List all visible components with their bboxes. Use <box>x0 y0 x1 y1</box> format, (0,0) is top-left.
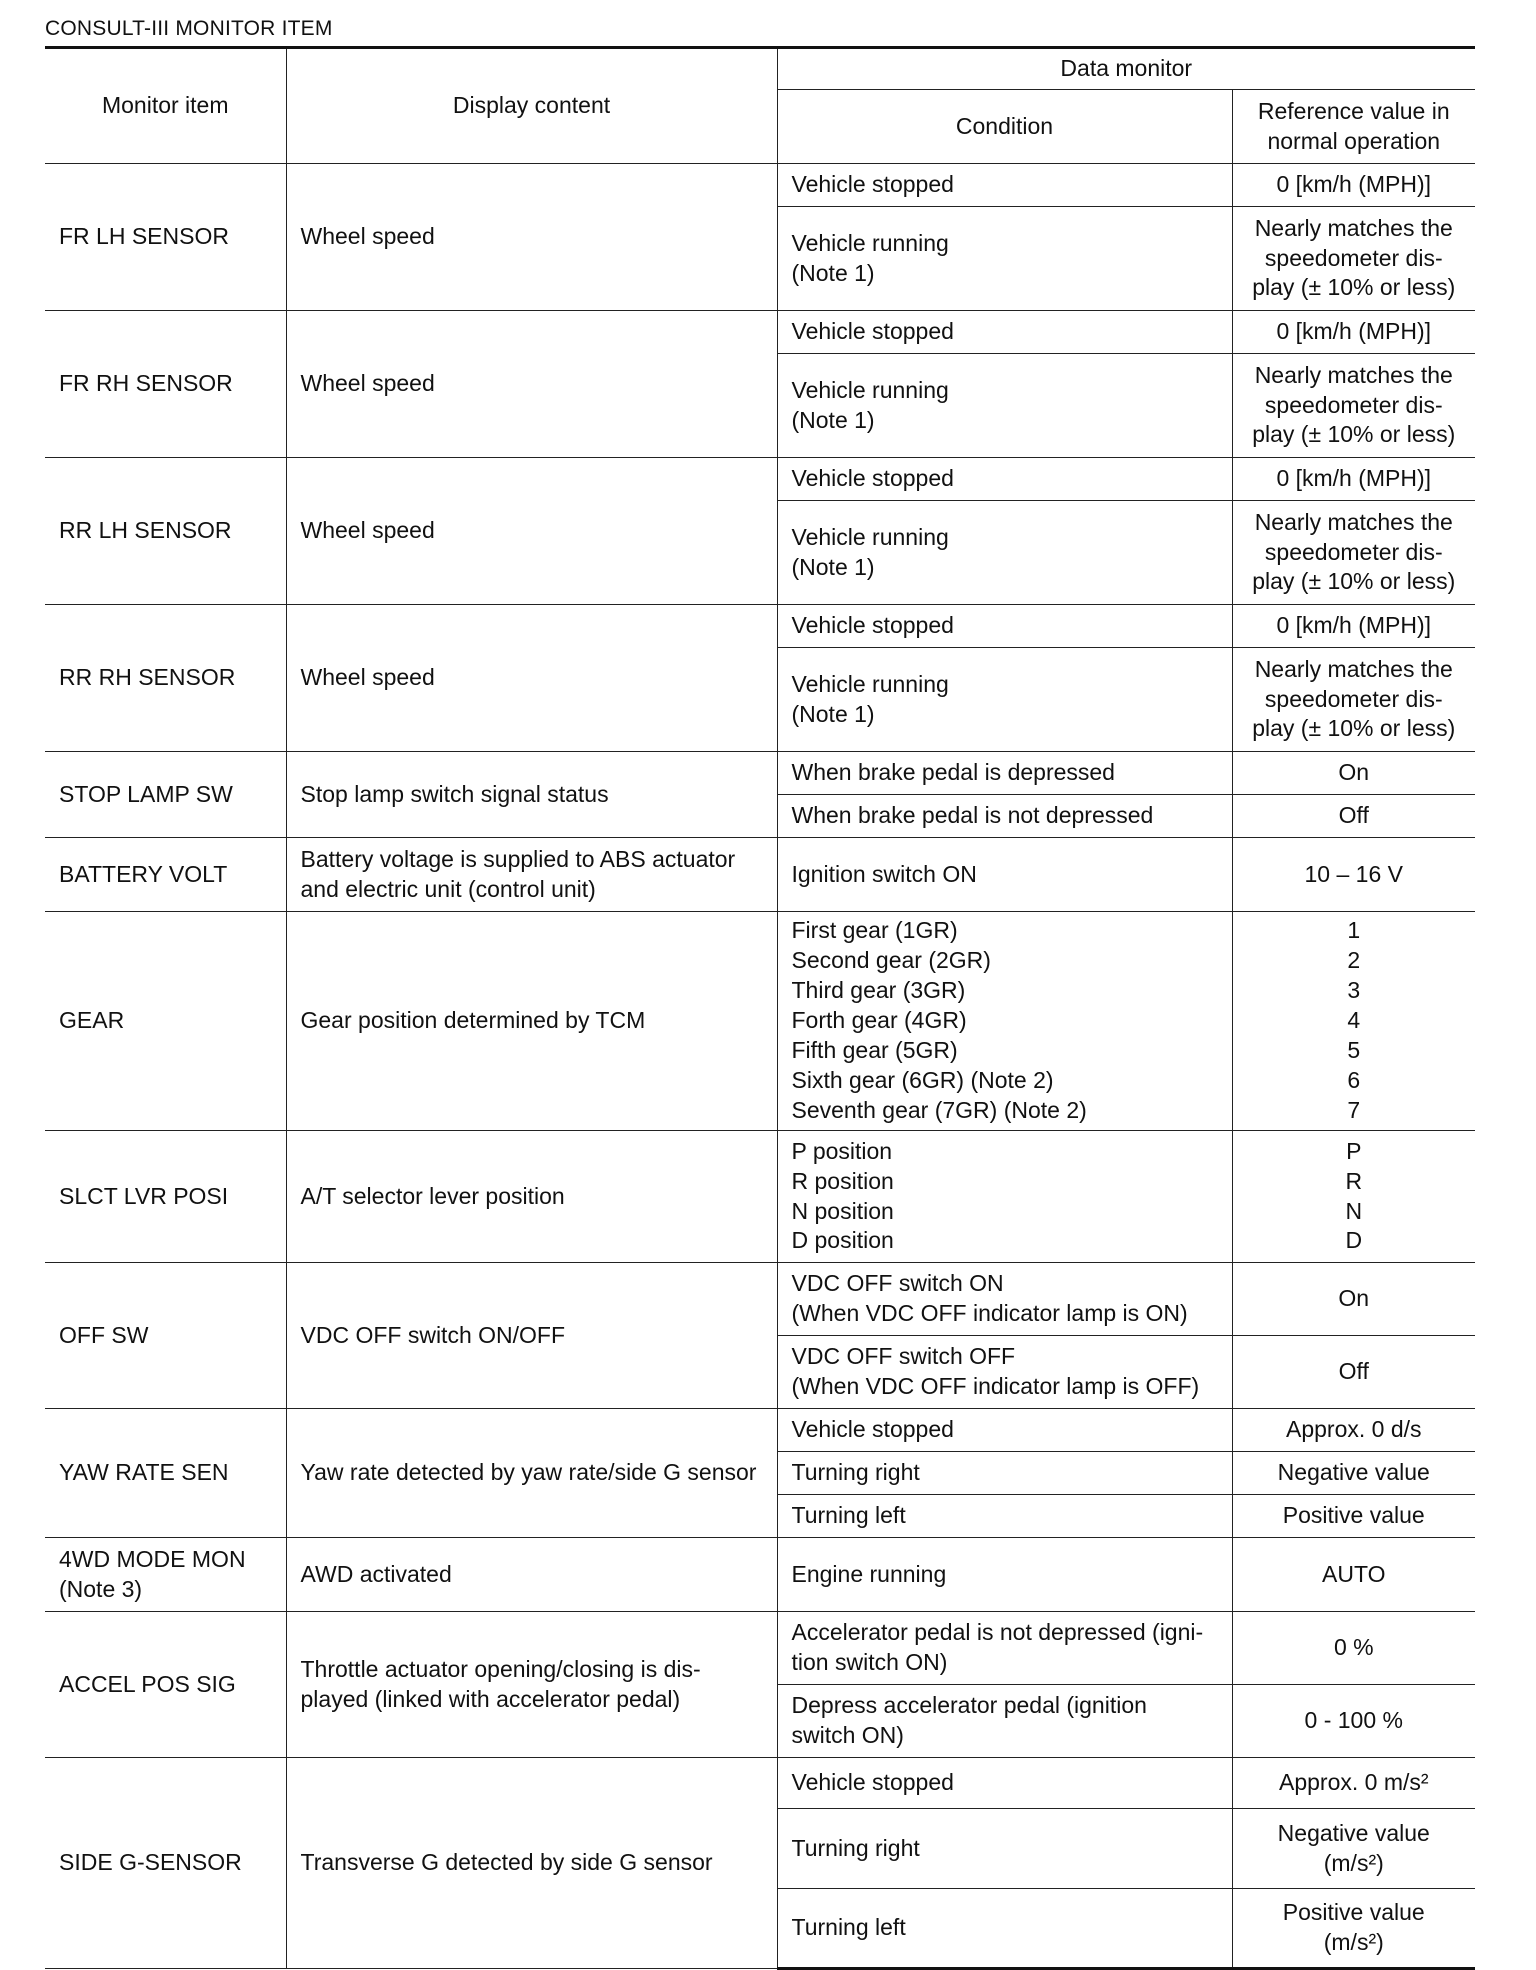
condition-cell: First gear (1GR) Second gear (2GR) Third gear (3GR) Forth gear (4GR) Fifth gear (5GR) Sixth gear (6GR) (Note 2) Seventh gear (7GR) (Note 2) <box>777 912 1232 1131</box>
header-monitor-item: Monitor item <box>45 48 286 164</box>
table-row <box>45 1538 1475 1612</box>
reference-value-cell: Negative value (m/s²) <box>1232 1809 1475 1889</box>
reference-value-cell: Positive value (m/s²) <box>1232 1889 1475 1969</box>
reference-value-cell: 0 % <box>1232 1612 1475 1685</box>
monitor-item-cell: OFF SW <box>45 1263 286 1409</box>
monitor-item-cell: FR RH SENSOR <box>45 311 286 458</box>
reference-value-cell: 0 [km/h (MPH)] <box>1232 605 1475 648</box>
display-content-cell: Stop lamp switch signal status <box>286 752 777 838</box>
reference-value-cell: 0 - 100 % <box>1232 1685 1475 1758</box>
condition-cell: VDC OFF switch OFF (When VDC OFF indicator lamp is OFF) <box>777 1336 1232 1409</box>
condition-cell: Vehicle running (Note 1) <box>777 207 1232 311</box>
reference-value-cell: 10 – 16 V <box>1232 838 1475 912</box>
table-header <box>45 48 1475 164</box>
condition-cell: Depress accelerator pedal (ignition switch ON) <box>777 1685 1232 1758</box>
table-row <box>45 1263 1475 1336</box>
reference-value-cell: Nearly matches the speedometer dis- play (± 10% or less) <box>1232 501 1475 605</box>
monitor-item-cell: FR LH SENSOR <box>45 164 286 311</box>
reference-value-cell: Off <box>1232 1336 1475 1409</box>
table-row <box>45 605 1475 648</box>
table-row <box>45 1131 1475 1263</box>
display-content-cell: Wheel speed <box>286 311 777 458</box>
monitor-item-cell: RR RH SENSOR <box>45 605 286 752</box>
condition-cell: Vehicle stopped <box>777 311 1232 354</box>
monitor-item-cell: RR LH SENSOR <box>45 458 286 605</box>
condition-cell: Turning left <box>777 1889 1232 1969</box>
monitor-item-cell: ACCEL POS SIG <box>45 1612 286 1758</box>
display-content-cell: Wheel speed <box>286 458 777 605</box>
header-condition: Condition <box>777 90 1232 164</box>
reference-value-cell: 0 [km/h (MPH)] <box>1232 311 1475 354</box>
monitor-item-cell: STOP LAMP SW <box>45 752 286 838</box>
header-data-monitor: Data monitor <box>777 48 1475 90</box>
condition-cell: Ignition switch ON <box>777 838 1232 912</box>
condition-cell: Turning right <box>777 1809 1232 1889</box>
monitor-item-cell: BATTERY VOLT <box>45 838 286 912</box>
display-content-cell: Wheel speed <box>286 605 777 752</box>
condition-cell: VDC OFF switch ON (When VDC OFF indicator lamp is ON) <box>777 1263 1232 1336</box>
condition-cell: P position R position N position D position <box>777 1131 1232 1263</box>
document-title: CONSULT-III MONITOR ITEM <box>45 17 333 40</box>
header-reference-value: Reference value in normal operation <box>1232 90 1475 164</box>
reference-value-cell: 0 [km/h (MPH)] <box>1232 164 1475 207</box>
reference-value-cell: Off <box>1232 795 1475 838</box>
monitor-item-cell: GEAR <box>45 912 286 1131</box>
display-content-cell: AWD activated <box>286 1538 777 1612</box>
reference-value-cell: Nearly matches the speedometer dis- play (± 10% or less) <box>1232 354 1475 458</box>
display-content-cell: Battery voltage is supplied to ABS actuator and electric unit (control unit) <box>286 838 777 912</box>
monitor-item-cell: 4WD MODE MON (Note 3) <box>45 1538 286 1612</box>
table-row <box>45 1758 1475 1809</box>
display-content-cell: Transverse G detected by side G sensor <box>286 1758 777 1969</box>
condition-cell: Vehicle stopped <box>777 164 1232 207</box>
table-body <box>45 164 1475 1969</box>
reference-value-cell: 1 2 3 4 5 6 7 <box>1232 912 1475 1131</box>
reference-value-cell: Negative value <box>1232 1452 1475 1495</box>
condition-cell: Accelerator pedal is not depressed (igni- tion switch ON) <box>777 1612 1232 1685</box>
display-content-cell: Throttle actuator opening/closing is dis- played (linked with accelerator pedal) <box>286 1612 777 1758</box>
condition-cell: Turning left <box>777 1495 1232 1538</box>
condition-cell: Vehicle running (Note 1) <box>777 354 1232 458</box>
reference-value-cell: On <box>1232 1263 1475 1336</box>
table-row <box>45 458 1475 501</box>
reference-value-cell: P R N D <box>1232 1131 1475 1263</box>
condition-cell: Vehicle stopped <box>777 1758 1232 1809</box>
table-row <box>45 752 1475 795</box>
header-display-content: Display content <box>286 48 777 164</box>
condition-cell: Vehicle stopped <box>777 458 1232 501</box>
display-content-cell: VDC OFF switch ON/OFF <box>286 1263 777 1409</box>
monitor-item-cell: SLCT LVR POSI <box>45 1131 286 1263</box>
display-content-cell: Wheel speed <box>286 164 777 311</box>
display-content-cell: Yaw rate detected by yaw rate/side G sensor <box>286 1409 777 1538</box>
table-row <box>45 1409 1475 1452</box>
condition-cell: Vehicle running (Note 1) <box>777 501 1232 605</box>
display-content-cell: A/T selector lever position <box>286 1131 777 1263</box>
reference-value-cell: Positive value <box>1232 1495 1475 1538</box>
condition-cell: Vehicle stopped <box>777 605 1232 648</box>
monitor-item-table <box>45 46 1475 1970</box>
condition-cell: When brake pedal is depressed <box>777 752 1232 795</box>
monitor-item-cell: SIDE G-SENSOR <box>45 1758 286 1969</box>
condition-cell: Vehicle stopped <box>777 1409 1232 1452</box>
condition-cell: Turning right <box>777 1452 1232 1495</box>
table-row <box>45 164 1475 207</box>
table-row <box>45 838 1475 912</box>
condition-cell: Engine running <box>777 1538 1232 1612</box>
table-row <box>45 311 1475 354</box>
condition-cell: Vehicle running (Note 1) <box>777 648 1232 752</box>
condition-cell: When brake pedal is not depressed <box>777 795 1232 838</box>
display-content-cell: Gear position determined by TCM <box>286 912 777 1131</box>
reference-value-cell: 0 [km/h (MPH)] <box>1232 458 1475 501</box>
reference-value-cell: Approx. 0 d/s <box>1232 1409 1475 1452</box>
table-row <box>45 1612 1475 1685</box>
table-row <box>45 912 1475 1131</box>
reference-value-cell: Approx. 0 m/s² <box>1232 1758 1475 1809</box>
reference-value-cell: Nearly matches the speedometer dis- play (± 10% or less) <box>1232 207 1475 311</box>
monitor-item-cell: YAW RATE SEN <box>45 1409 286 1538</box>
reference-value-cell: Nearly matches the speedometer dis- play (± 10% or less) <box>1232 648 1475 752</box>
reference-value-cell: AUTO <box>1232 1538 1475 1612</box>
reference-value-cell: On <box>1232 752 1475 795</box>
